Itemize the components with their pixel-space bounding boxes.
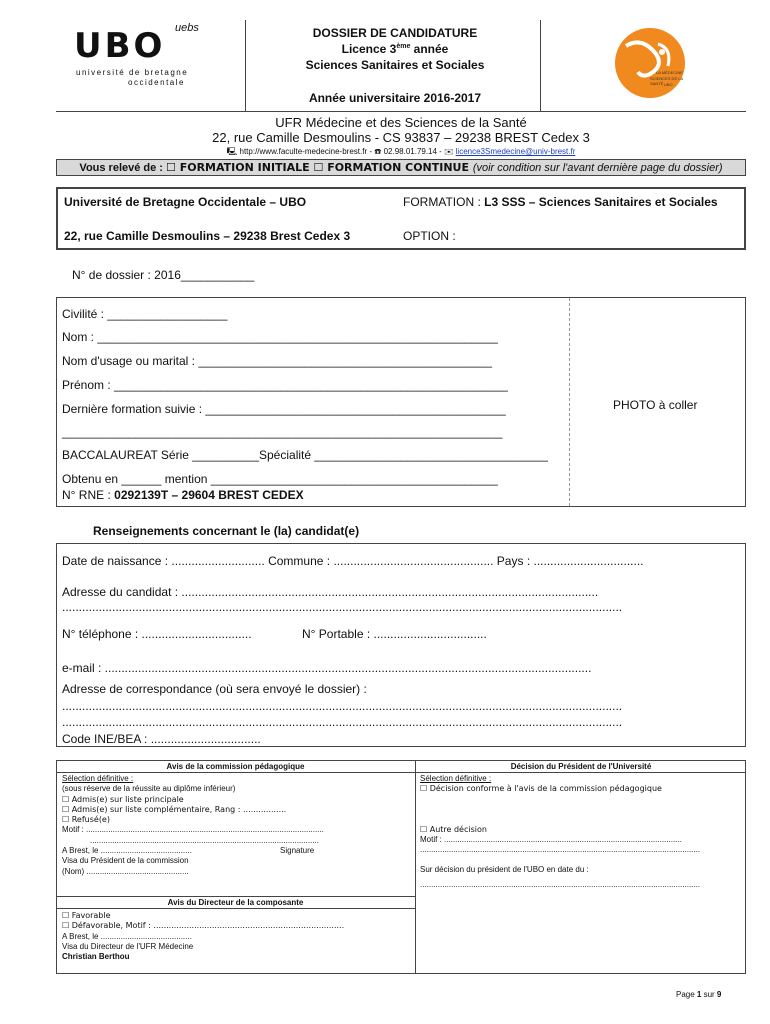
- president-motif[interactable]: Motif : ...........................................................................................................: [420, 834, 682, 844]
- ubo-subtitle-2: occidentale: [128, 78, 185, 87]
- directeur-visa: Visa du Directeur de l'UFR Médecine: [62, 941, 194, 951]
- photo-divider: [569, 298, 570, 506]
- correspondance-line2[interactable]: ........................................................................................................................................................................: [62, 715, 623, 729]
- directeur-panel: [62, 911, 412, 962]
- obtenu-field[interactable]: Obtenu en ______ mention ___________________________________________: [62, 472, 498, 486]
- licence-post: année: [410, 42, 449, 56]
- portable-field[interactable]: N° Portable : ..................................: [302, 627, 487, 641]
- ubo-subtitle-1: université de bretagne: [76, 68, 189, 77]
- ufr-name: UFR Médecine et des Sciences de la Santé: [275, 115, 527, 130]
- academic-year: Année universitaire 2016-2017: [308, 91, 482, 105]
- correspondance-label: Adresse de correspondance (où sera envoyé le dossier) :: [62, 682, 367, 696]
- header-right-rule: [540, 20, 541, 111]
- header-left-rule: [245, 20, 246, 111]
- photo-placeholder: PHOTO à coller: [613, 398, 698, 412]
- email-field[interactable]: e-mail : ..................................................................................................................................................: [62, 661, 592, 675]
- formation-continue-checkbox[interactable]: ☐ FORMATION CONTINUE: [313, 161, 473, 174]
- university-name: Université de Bretagne Occidentale – UBO: [64, 195, 307, 209]
- nom-usage-field[interactable]: Nom d'usage ou marital : ____________________________________________: [62, 354, 493, 368]
- president-date[interactable]: ..............................................................................................................................: [420, 879, 701, 889]
- option-field[interactable]: OPTION :: [403, 229, 456, 243]
- formation-line: [403, 195, 718, 209]
- directeur-title: Avis du Directeur de la composante: [167, 898, 304, 907]
- formation-value: L3 SSS – Sciences Sanitaires et Sociales: [484, 195, 718, 209]
- uebs-mark: uebs: [175, 22, 199, 34]
- ufr-contact: [56, 146, 746, 160]
- commission-title: Avis de la commission pédagogique: [166, 762, 305, 771]
- refuse-checkbox[interactable]: ☐ Refusé(e): [62, 815, 110, 825]
- page-mid: sur: [701, 990, 717, 999]
- president-panel: [420, 774, 740, 890]
- commission-nom[interactable]: (Nom) ..............................................: [62, 866, 189, 876]
- formation-label: FORMATION :: [403, 195, 485, 209]
- decision-table-divider: [415, 760, 416, 974]
- contact-email-link[interactable]: licence3Smedecine@univ-brest.fr: [455, 147, 576, 156]
- prenom-field[interactable]: Prénom : ___________________________________________________________: [62, 378, 508, 392]
- faculty-logo-text-2: SCIENCES DE LA SANTÉ: [650, 76, 683, 86]
- rne-line: [62, 488, 304, 502]
- derniere-formation-field[interactable]: Dernière formation suivie : _____________________________________________: [62, 402, 506, 416]
- correspondance-line1[interactable]: ........................................................................................................................................................................: [62, 699, 623, 713]
- page-current: 1: [696, 990, 702, 999]
- president-sur-decision: Sur décision du président de l'UBO en date du :: [420, 865, 589, 875]
- header-rule-1: [56, 111, 746, 112]
- commission-signature: Signature: [280, 846, 315, 856]
- civilite-field[interactable]: Civilité : __________________: [62, 307, 228, 321]
- admis-complementaire-checkbox[interactable]: ☐ Admis(e) sur liste complémentaire, Rang : .................: [62, 804, 287, 814]
- derniere-formation-line2[interactable]: __________________________________________________________________: [62, 425, 503, 439]
- licence-line: [260, 42, 530, 56]
- adresse-field[interactable]: Adresse du candidat : .............................................................................................................................: [62, 585, 599, 599]
- subject-line: Sciences Sanitaires et Sociales: [305, 58, 485, 72]
- directeur-top-rule: [56, 896, 415, 897]
- ubo-logo: [70, 22, 200, 92]
- doc-title: DOSSIER DE CANDIDATURE: [312, 26, 478, 40]
- baccalaureat-field[interactable]: BACCALAUREAT Série __________Spécialité ___________________________________: [62, 448, 548, 462]
- releve-bar: [56, 159, 746, 176]
- nom-field[interactable]: Nom : ____________________________________________________________: [62, 330, 498, 344]
- adresse-line2[interactable]: ........................................................................................................................................................................: [62, 600, 623, 614]
- dossier-number-field[interactable]: N° de dossier : 2016___________: [72, 268, 255, 282]
- president-selection: Sélection définitive :: [420, 774, 492, 783]
- renseignements-title: Renseignements concernant le (la) candidat(e): [93, 524, 360, 538]
- admis-principale-checkbox[interactable]: ☐ Admis(e) sur liste principale: [62, 794, 184, 804]
- ubo-wordmark: UBO: [74, 26, 166, 66]
- commission-panel: [62, 774, 412, 877]
- faculty-logo-text-3: UBO: [664, 82, 673, 87]
- decision-conforme-checkbox[interactable]: ☐ Décision conforme à l'avis de la commission pédagogique: [420, 784, 662, 794]
- faculty-logo-text-1: LA MÉDECINE: [656, 70, 683, 75]
- faculty-emblem-icon: [612, 26, 688, 100]
- page-total: 9: [716, 990, 722, 999]
- favorable-checkbox[interactable]: ☐ Favorable: [62, 911, 111, 920]
- university-address: 22, rue Camille Desmoulins – 29238 Brest Cedex 3: [64, 229, 351, 243]
- commission-brest-line: [62, 846, 412, 856]
- rne-value: 0292139T – 29604 BREST CEDEX: [114, 488, 304, 502]
- page-prefix: Page: [676, 990, 697, 999]
- naissance-field[interactable]: Date de naissance : ............................ Commune : ................................................ Pays : .................................: [62, 554, 644, 568]
- ine-field[interactable]: Code INE/BEA : .................................: [62, 732, 261, 746]
- commission-motif[interactable]: Motif : ...........................................................................................................: [62, 825, 324, 835]
- president-title: Décision du Président de l'Université: [510, 762, 652, 771]
- telephone-field[interactable]: N° téléphone : .................................: [62, 627, 252, 641]
- contact-text: 🖳 http://www.faculte-medecine-brest.fr - ☎ 02.98.01.79.14 - ✉: [226, 147, 456, 156]
- page-number: [676, 990, 721, 999]
- formation-initiale-checkbox[interactable]: ☐ FORMATION INITIALE: [166, 161, 314, 174]
- rne-label: N° RNE :: [62, 488, 115, 502]
- commission-selection: Sélection définitive :: [62, 774, 134, 783]
- faculty-logo: [612, 26, 688, 100]
- releve-note: (voir condition sur l'avant dernière page du dossier): [472, 162, 723, 174]
- commission-date[interactable]: A Brest, le .........................................: [62, 846, 192, 856]
- commission-visa: Visa du Président de la commission: [62, 856, 189, 866]
- ufr-address: 22, rue Camille Desmoulins - CS 93837 – 29238 BREST Cedex 3: [212, 130, 590, 145]
- defavorable-checkbox[interactable]: ☐ Défavorable, Motif : ...........................................................................: [62, 921, 345, 931]
- releve-label: Vous relevé de :: [79, 162, 167, 174]
- president-motif-2[interactable]: ..............................................................................................................................: [420, 845, 701, 855]
- directeur-date[interactable]: A Brest, le .........................................: [62, 931, 192, 941]
- commission-motif-2[interactable]: .......................................................................................................: [90, 835, 319, 845]
- directeur-name: Christian Berthou: [62, 952, 130, 962]
- commission-reserve: (sous réserve de la réussite au diplôme inférieur): [62, 784, 236, 794]
- licence-pre: Licence 3: [341, 42, 397, 56]
- autre-decision-checkbox[interactable]: ☐ Autre décision: [420, 824, 487, 834]
- licence-sup: ème: [396, 43, 411, 50]
